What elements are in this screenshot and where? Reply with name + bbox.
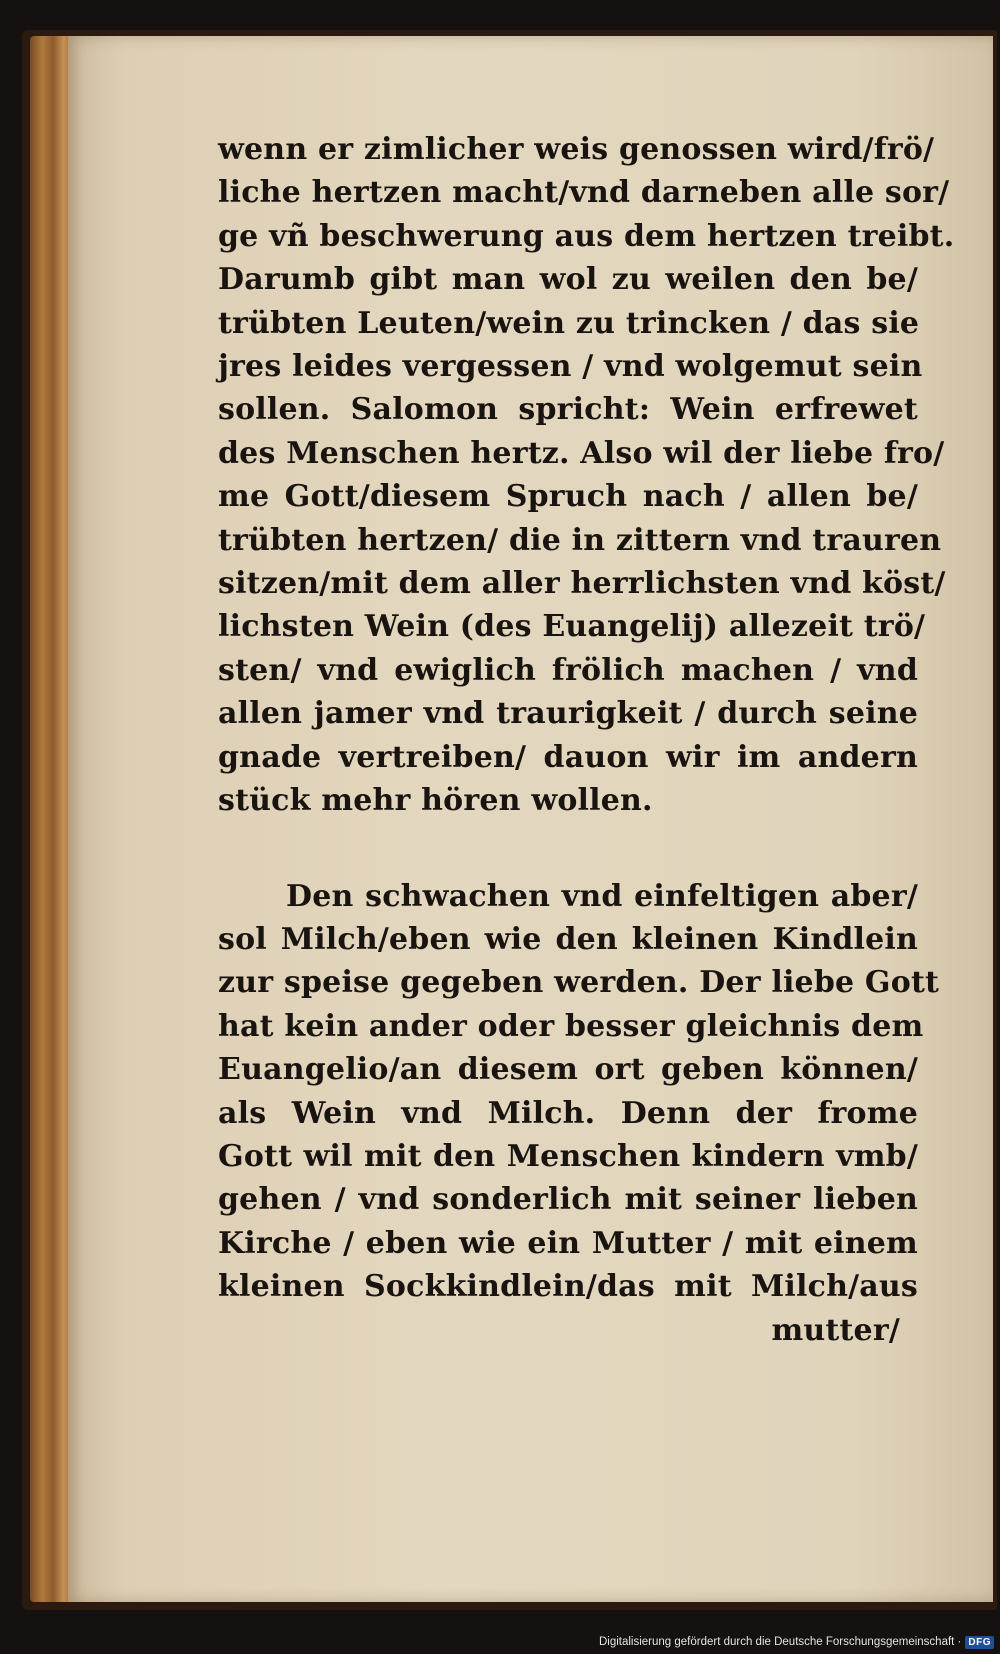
- text-line: hat kein ander oder besser gleichnis dem: [218, 1008, 924, 1044]
- text-line: liche hertzen macht/vnd darneben alle sor/: [218, 175, 950, 211]
- text-line: trübten hertzen/ die in zittern vnd trauren: [218, 522, 942, 558]
- text-line: des Menschen hertz. Also wil der liebe fro/: [218, 435, 945, 471]
- text-line: stück mehr hören wollen.: [218, 783, 653, 819]
- text-line: ge vñ beschwerung aus dem hertzen treibt.: [218, 218, 955, 254]
- text-line: Gott wil mit den Menschen kindern vmb/: [218, 1138, 918, 1174]
- text-line: trübten Leuten/wein zu trincken / das sie: [218, 305, 920, 341]
- paragraph-spacer: [218, 823, 918, 875]
- text-line: Darumb gibt man wol zu weilen den be/: [218, 262, 918, 298]
- page-text: [218, 128, 955, 1352]
- text-line: sol Milch/eben wie den kleinen Kindlein: [218, 921, 918, 957]
- paragraph-2: [218, 875, 940, 1309]
- text-line: kleinen Sockkindlein/das mit Milch/aus: [218, 1269, 918, 1305]
- page-edges: [30, 36, 72, 1602]
- text-line: sten/ vnd ewiglich frölich machen / vnd: [218, 652, 918, 688]
- catchword: mutter/: [771, 1312, 900, 1348]
- text-line: allen jamer vnd traurigkeit / durch seine: [218, 696, 918, 732]
- text-line: gehen / vnd sonderlich mit seiner lieben: [218, 1182, 918, 1218]
- paragraph-1: [218, 128, 955, 823]
- text-line: gnade vertreiben/ dauon wir im andern: [218, 739, 918, 775]
- text-line: me Gott/diesem Spruch nach / allen be/: [218, 479, 918, 515]
- text-line: sollen. Salomon spricht: Wein erfrewet: [218, 392, 918, 428]
- credit-text: Digitalisierung gefördert durch die Deutsche Forschungsgemeinschaft ·: [598, 1636, 962, 1648]
- text-line: Kirche / eben wie ein Mutter / mit einem: [218, 1225, 918, 1261]
- dfg-logo: DFG: [965, 1636, 994, 1649]
- text-line: lichsten Wein (des Euangelij) allezeit trö/: [218, 609, 926, 645]
- text-line: Den schwachen vnd einfeltigen aber/: [286, 878, 918, 914]
- text-line: als Wein vnd Milch. Denn der frome: [218, 1095, 918, 1131]
- digitization-credit: [599, 1632, 994, 1652]
- text-line: zur speise gegeben werden. Der liebe Gott: [218, 965, 940, 1001]
- text-line: Euangelio/an diesem ort geben können/: [218, 1052, 918, 1088]
- text-line: jres leides vergessen / vnd wolgemut sein: [218, 349, 923, 385]
- text-line: sitzen/mit dem aller herrlichsten vnd köst/: [218, 566, 946, 602]
- text-line: wenn er zimlicher weis genossen wird/frö/: [218, 132, 935, 167]
